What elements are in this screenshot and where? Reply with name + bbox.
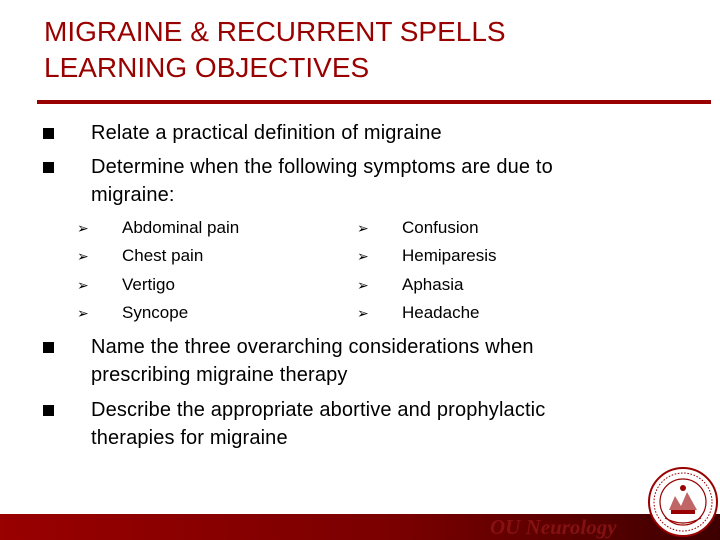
arrow-bullet-icon: ➢ (77, 220, 89, 236)
square-bullet-icon (43, 162, 54, 173)
bullet-line: migraine: (91, 184, 175, 206)
footer-text: OU Neurology (490, 515, 617, 539)
bullet-text (91, 333, 661, 389)
title-line-2: LEARNING OBJECTIVES (44, 52, 370, 83)
bullet-line: Determine when the following symptoms are due to (91, 156, 553, 178)
title-line-1: MIGRAINE & RECURRENT SPELLS (44, 16, 506, 47)
bullet-line: Name the three overarching considerations when (91, 336, 534, 358)
arrow-bullet-icon: ➢ (357, 305, 369, 321)
square-bullet-icon (43, 405, 54, 416)
bullet-line: Relate a practical definition of migraine (91, 122, 442, 144)
arrow-bullet-icon: ➢ (77, 305, 89, 321)
square-bullet-icon (43, 128, 54, 139)
title-divider (37, 100, 711, 104)
bullet-line: prescribing migraine therapy (91, 364, 348, 386)
arrow-bullet-icon: ➢ (357, 220, 369, 236)
arrow-bullet-icon: ➢ (357, 248, 369, 264)
bullet-line: therapies for migraine (91, 427, 288, 449)
slide-title (44, 14, 506, 86)
bullet-text (91, 119, 661, 147)
arrow-bullet-icon: ➢ (77, 248, 89, 264)
arrow-bullet-icon: ➢ (357, 277, 369, 293)
bullet-text (91, 396, 661, 452)
university-seal-icon (647, 466, 719, 538)
bullet-text (91, 153, 661, 209)
bullet-line: Describe the appropriate abortive and prophylactic (91, 399, 546, 421)
square-bullet-icon (43, 342, 54, 353)
arrow-bullet-icon: ➢ (77, 277, 89, 293)
